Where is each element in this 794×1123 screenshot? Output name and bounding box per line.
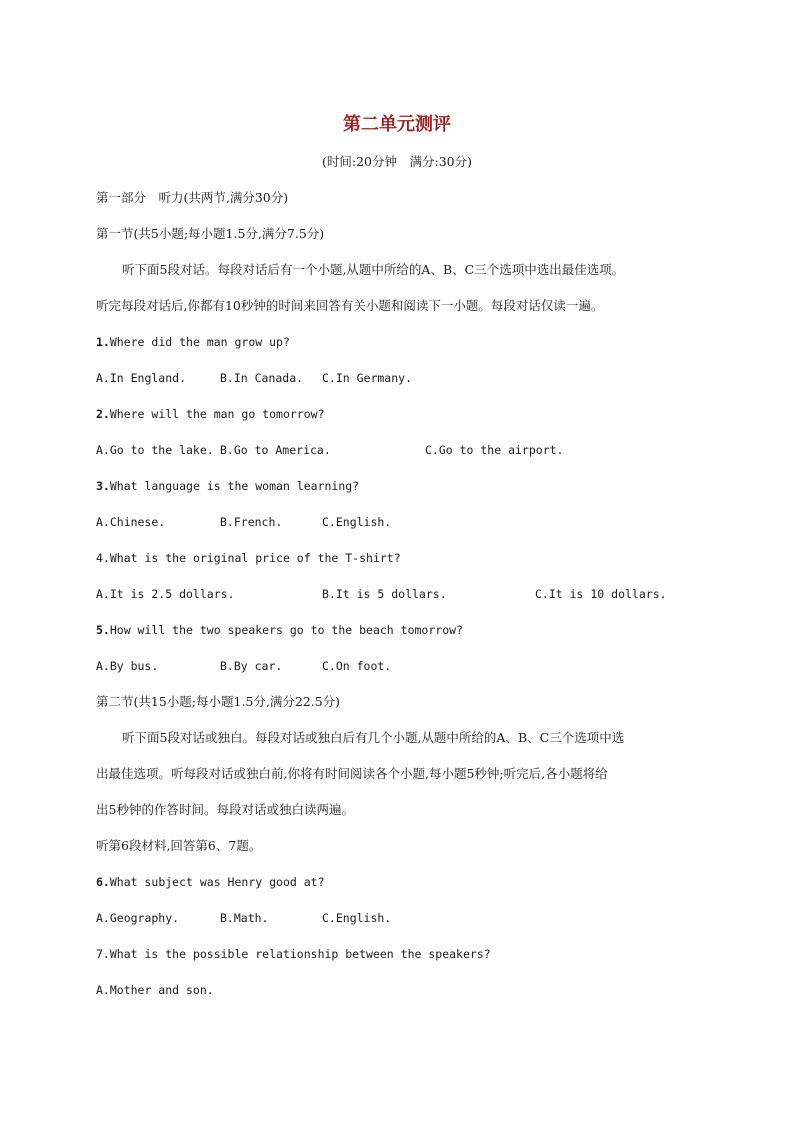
question-5 [96, 622, 463, 638]
option-a: A.It is 2.5 dollars. [96, 587, 235, 601]
question-text: What subject was Henry good at? [109, 875, 325, 889]
question-number: 7. [96, 947, 110, 961]
section2-instructions-3: 出5秒钟的作答时间。每段对话或独白读两遍。 [96, 802, 354, 817]
question-number: 1. [96, 335, 110, 349]
question-number: 4. [96, 551, 110, 565]
page-title: 第二单元测评 [343, 114, 451, 135]
option-b: B.In Canada. [220, 371, 304, 385]
question-number: 3. [96, 479, 110, 493]
section2-instructions-2: 出最佳选项。听每段对话或独白前,你将有时间阅读各个小题,每小题5秒钟;听完后,各小题将给 [96, 766, 608, 781]
option-a: A.Go to the lake. [96, 443, 214, 457]
option-c: C.English. [322, 515, 392, 529]
question-4 [96, 550, 401, 566]
question-number: 5. [96, 623, 110, 637]
question-2 [96, 406, 325, 422]
option-a: A.Chinese. [96, 515, 166, 529]
question-7 [96, 946, 491, 962]
option-b: B.By car. [220, 659, 283, 673]
question-text: What language is the woman learning? [109, 479, 360, 493]
section1-instructions-1: 听下面5段对话。每段对话后有一个小题,从题中所给的A、B、C三个选项中选出最佳选项。 [122, 262, 625, 277]
section1-heading: 第一节(共5小题;每小题1.5分,满分7.5分) [96, 226, 325, 241]
option-a: A.In England. [96, 371, 187, 385]
option-c: C.It is 10 dollars. [535, 587, 667, 601]
option-c: C.Go to the airport. [425, 443, 564, 457]
question-text: Where will the man go tomorrow? [109, 407, 325, 421]
question-3 [96, 478, 359, 494]
option-b: B.Go to America. [220, 443, 331, 457]
option-a: A.Geography. [96, 911, 180, 925]
question-1 [96, 334, 290, 350]
option-b: B.It is 5 dollars. [322, 587, 447, 601]
part1-heading: 第一部分 听力(共两节,满分30分) [96, 190, 289, 205]
option-c: C.English. [322, 911, 392, 925]
question-number: 6. [96, 875, 110, 889]
question-number: 2. [96, 407, 110, 421]
option-c: C.In Germany. [322, 371, 413, 385]
question-text: Where did the man grow up? [109, 335, 290, 349]
question-text: What is the possible relationship between the speakers? [109, 947, 491, 961]
question-6 [96, 874, 325, 890]
question-text: How will the two speakers go to the beach tomorrow? [109, 623, 463, 637]
section2-heading: 第二节(共15小题;每小题1.5分,满分22.5分) [96, 694, 341, 709]
option-a: A.By bus. [96, 659, 159, 673]
page-subtitle: (时间:20分钟 满分:30分) [322, 154, 472, 169]
material-6-instruction: 听第6段材料,回答第6、7题。 [96, 838, 262, 853]
question-text: What is the original price of the T-shirt? [109, 551, 401, 565]
option-c: C.On foot. [322, 659, 392, 673]
section1-instructions-2: 听完每段对话后,你都有10秒钟的时间来回答有关小题和阅读下一小题。每段对话仅读一遍。 [96, 298, 604, 313]
option-b: B.Math. [220, 911, 269, 925]
option-a: A.Mother and son. [96, 983, 214, 997]
section2-instructions-1: 听下面5段对话或独白。每段对话或独白后有几个小题,从题中所给的A、B、C三个选项中选 [122, 730, 625, 745]
option-b: B.French. [220, 515, 283, 529]
